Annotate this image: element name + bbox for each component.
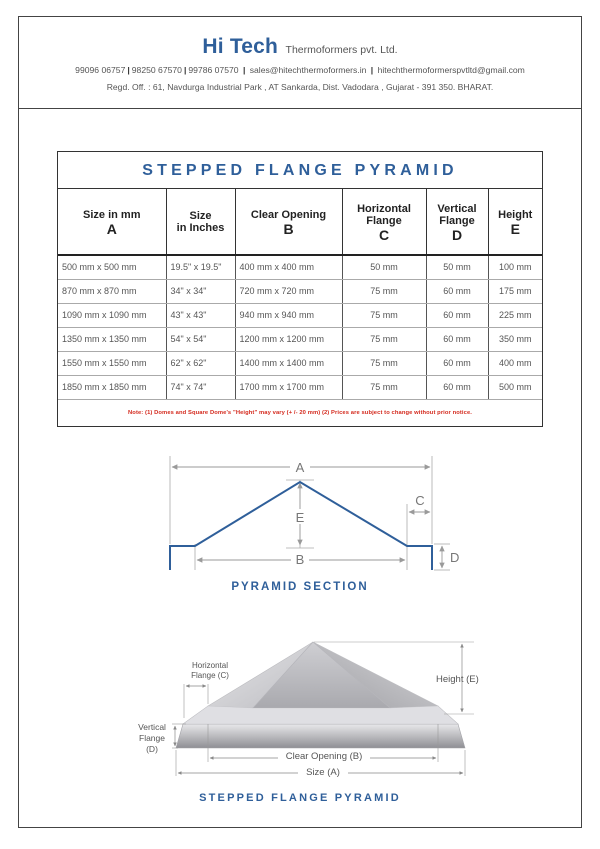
cell-vertical-flange: 60 mm — [426, 375, 488, 399]
cell-clear-opening: 1700 mm x 1700 mm — [235, 375, 342, 399]
cell-vertical-flange: 60 mm — [426, 327, 488, 351]
cell-size-mm: 500 mm x 500 mm — [58, 255, 166, 279]
column-header-size-inches: Size in Inches — [166, 189, 235, 255]
cell-clear-opening: 1400 mm x 1400 mm — [235, 351, 342, 375]
cell-height: 500 mm — [488, 375, 542, 399]
label-height: Height (E) — [436, 674, 479, 685]
cell-clear-opening: 1200 mm x 1200 mm — [235, 327, 342, 351]
dimension-b-label: B — [295, 552, 305, 567]
flange-highlight — [183, 706, 458, 724]
registered-address: Regd. Off. : 61, Navdurga Industrial Park , AT Sankarda, Dist. Vadodara , Gujarat - 391 350. BHARAT. — [106, 82, 494, 92]
table-title: STEPPED FLANGE PYRAMID — [58, 152, 542, 189]
company-brand — [0, 35, 600, 59]
cell-height: 350 mm — [488, 327, 542, 351]
cell-size-inches: 54" x 54" — [166, 327, 235, 351]
cell-horizontal-flange: 75 mm — [342, 327, 426, 351]
cell-clear-opening: 940 mm x 940 mm — [235, 303, 342, 327]
pyramid-section-diagram — [160, 452, 470, 582]
label-clear-opening: Clear Opening (B) — [285, 751, 363, 762]
dimension-e-label: E — [295, 510, 305, 525]
spec-table-container — [57, 151, 543, 427]
table-row — [58, 351, 542, 375]
column-header-vertical-flange: Vertical Flange D — [426, 189, 488, 255]
cell-size-mm: 1850 mm x 1850 mm — [58, 375, 166, 399]
vertical-flange — [176, 724, 465, 748]
cell-size-inches: 34" x 34" — [166, 279, 235, 303]
dimension-d-label: D — [450, 550, 460, 565]
company-name: Hi Tech — [202, 35, 279, 58]
column-header-horizontal-flange: Horizontal Flange C — [342, 189, 426, 255]
cell-size-mm: 1350 mm x 1350 mm — [58, 327, 166, 351]
cell-height: 100 mm — [488, 255, 542, 279]
table-header-row — [58, 189, 542, 255]
dimension-c-label: C — [415, 493, 425, 508]
cell-vertical-flange: 60 mm — [426, 303, 488, 327]
column-header-clear-opening: Clear Opening B — [235, 189, 342, 255]
cell-vertical-flange: 60 mm — [426, 351, 488, 375]
cell-size-mm: 1090 mm x 1090 mm — [58, 303, 166, 327]
product-caption: STEPPED FLANGE PYRAMID — [199, 792, 401, 804]
cell-size-inches: 43" x 43" — [166, 303, 235, 327]
table-row — [58, 303, 542, 327]
cell-horizontal-flange: 75 mm — [342, 375, 426, 399]
spec-table — [58, 189, 542, 400]
phone-number: 98250 67570 — [131, 65, 182, 75]
table-note: Note: (1) Domes and Square Dome's "Height" may vary (+ /- 20 mm) (2) Prices are subject to change without prior notice. — [128, 409, 472, 416]
cell-height: 400 mm — [488, 351, 542, 375]
phone-number: 99786 07570 — [188, 65, 239, 75]
label-horizontal-flange-line1: Horizontal — [191, 661, 229, 670]
cell-horizontal-flange: 50 mm — [342, 255, 426, 279]
cell-height: 175 mm — [488, 279, 542, 303]
cell-horizontal-flange: 75 mm — [342, 303, 426, 327]
cell-vertical-flange: 60 mm — [426, 279, 488, 303]
cell-horizontal-flange: 75 mm — [342, 351, 426, 375]
dimension-a-label: A — [295, 460, 305, 475]
label-vertical-flange-line2: Flange — [139, 733, 165, 743]
label-horizontal-flange-line2: Flange (C) — [191, 671, 229, 680]
cell-horizontal-flange: 75 mm — [342, 279, 426, 303]
cell-clear-opening: 400 mm x 400 mm — [235, 255, 342, 279]
table-row — [58, 279, 542, 303]
cell-height: 225 mm — [488, 303, 542, 327]
table-row — [58, 375, 542, 399]
contact-line: 99096 06757 | 98250 67570 | 99786 07570 | sales@hitechthermoformers.in | hitechthermoformerspvtltd@gmail.com — [75, 65, 525, 75]
sales-email: sales@hitechthermoformers.in — [249, 65, 367, 75]
phone-number: 99096 06757 — [75, 65, 126, 75]
cell-vertical-flange: 50 mm — [426, 255, 488, 279]
cell-size-inches: 19.5" x 19.5" — [166, 255, 235, 279]
label-vertical-flange-line3: (D) — [146, 744, 158, 754]
label-vertical-flange-line1: Vertical — [138, 722, 166, 732]
table-row — [58, 255, 542, 279]
cell-clear-opening: 720 mm x 720 mm — [235, 279, 342, 303]
label-size: Size (A) — [306, 767, 340, 778]
pyramid-illustration — [128, 628, 498, 788]
header-divider — [18, 108, 582, 109]
cell-size-mm: 1550 mm x 1550 mm — [58, 351, 166, 375]
cell-size-inches: 74" x 74" — [166, 375, 235, 399]
company-subtitle: Thermoformers pvt. Ltd. — [285, 44, 398, 56]
gmail-email: hitechthermoformerspvtltd@gmail.com — [377, 65, 525, 75]
table-row — [58, 327, 542, 351]
section-caption: PYRAMID SECTION — [231, 581, 369, 593]
column-header-size-mm: Size in mm A — [58, 189, 166, 255]
column-header-height: Height E — [488, 189, 542, 255]
cell-size-inches: 62" x 62" — [166, 351, 235, 375]
cell-size-mm: 870 mm x 870 mm — [58, 279, 166, 303]
